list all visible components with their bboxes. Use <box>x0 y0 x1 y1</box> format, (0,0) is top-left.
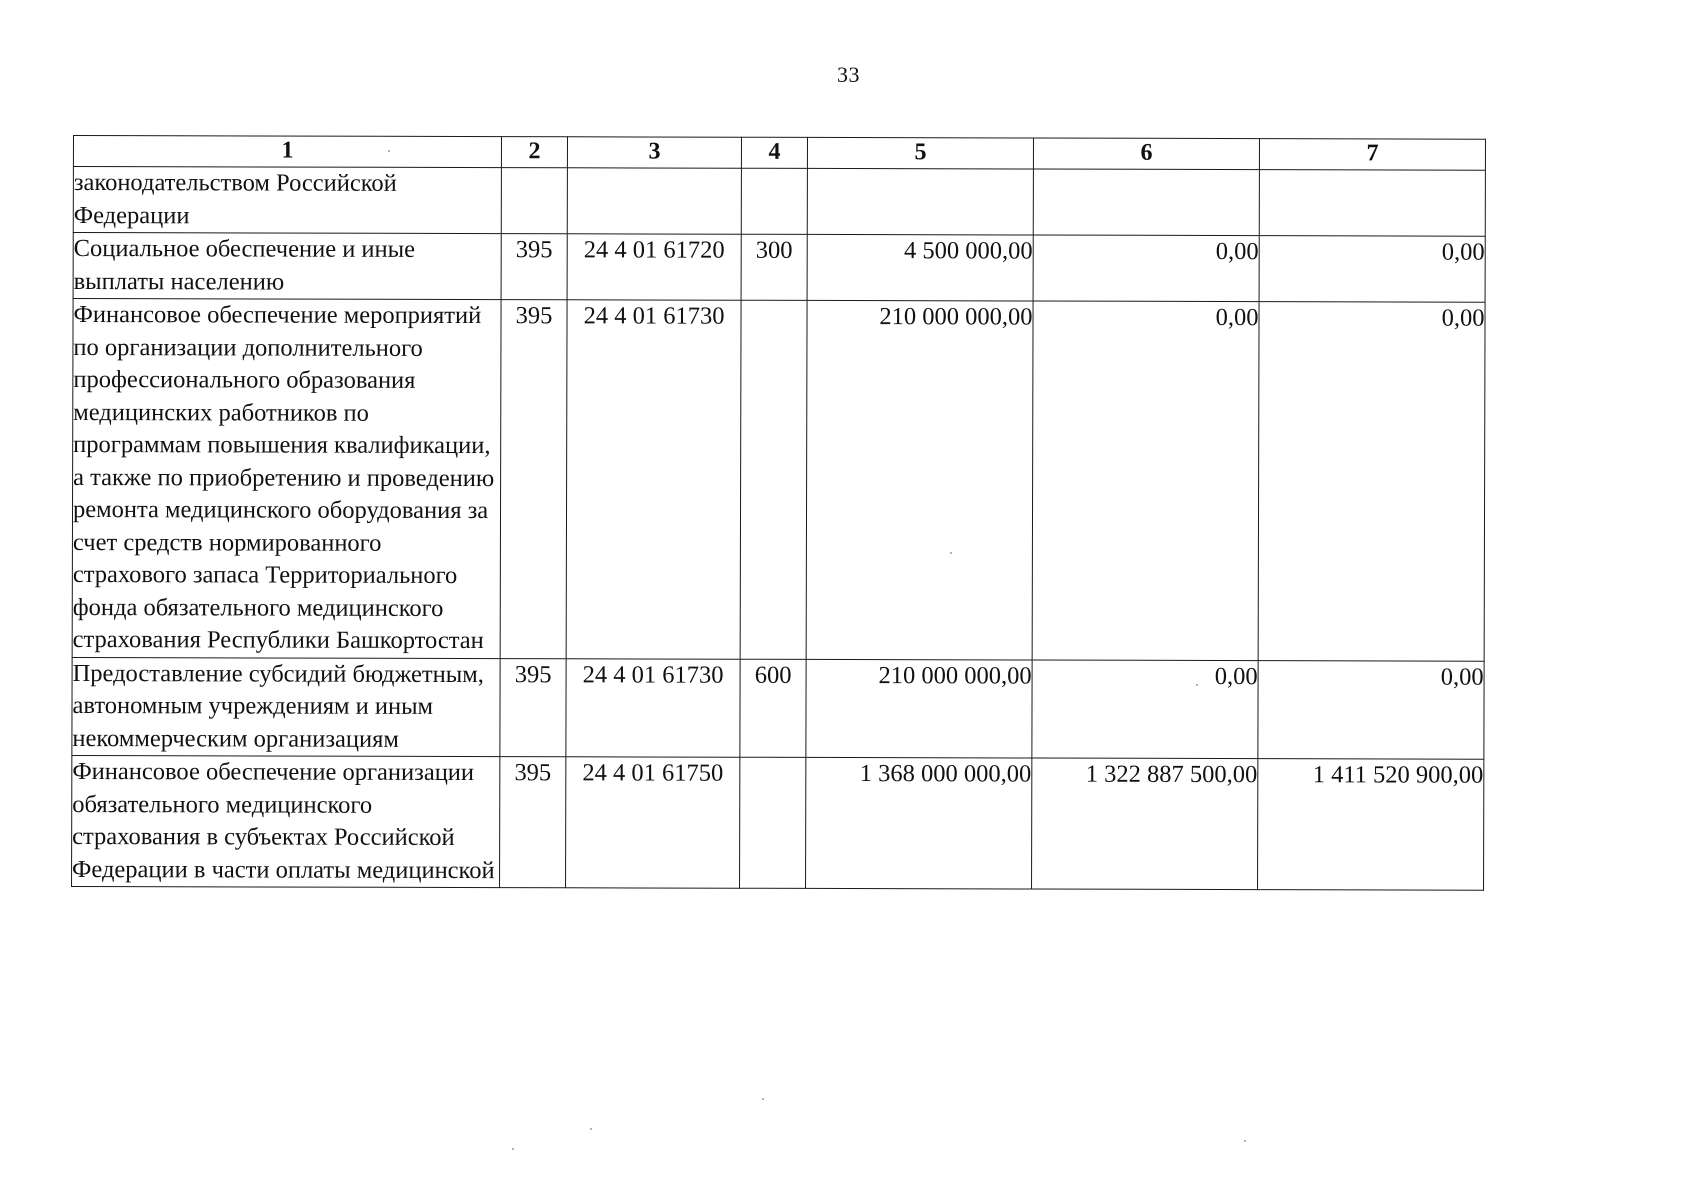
header-col-7: 7 <box>1259 139 1485 171</box>
row-glava: 395 <box>500 658 566 757</box>
row-sum-year3: 0,00 <box>1258 660 1484 759</box>
row-csr <box>567 168 741 234</box>
row-sum-year3: 0,00 <box>1258 302 1485 661</box>
row-sum-year1: 210 000 000,00 <box>806 659 1032 758</box>
scan-speck <box>388 150 390 152</box>
table-row <box>73 167 1485 237</box>
row-name: Финансовое обеспечение мероприятий по организации дополнительного профессионального образования медицинских работников по программам повышения квалификации, а также по приобретению и проведению ремонта медицинского оборудования за счет средств нормированного страхового запаса Территориального фонда обязательного медицинского страхования Республики Башкортостан <box>72 299 501 659</box>
row-glava <box>501 168 567 234</box>
header-col-4: 4 <box>741 137 807 168</box>
row-csr: 24 4 01 61750 <box>566 757 740 888</box>
row-csr: 24 4 01 61730 <box>566 658 740 757</box>
scan-speck <box>762 1098 764 1100</box>
row-name: Предоставление субсидий бюджетным, автономным учреждениям и иным некоммерческим организациям <box>72 657 500 757</box>
row-glava: 395 <box>500 300 567 659</box>
header-col-2: 2 <box>501 137 567 168</box>
budget-table <box>71 135 1486 891</box>
row-sum-year1: 210 000 000,00 <box>806 300 1033 659</box>
row-sum-year1: 1 368 000 000,00 <box>806 757 1032 889</box>
row-glava: 395 <box>501 234 567 300</box>
row-sum-year2 <box>1033 169 1259 236</box>
row-sum-year3 <box>1259 170 1485 237</box>
row-sum-year2: 0,00 <box>1033 235 1259 302</box>
row-vr: 300 <box>741 234 807 300</box>
table-row <box>73 233 1485 303</box>
scan-speck <box>1244 1140 1246 1142</box>
row-vr <box>740 757 806 888</box>
header-col-3: 3 <box>567 137 741 168</box>
table-row <box>72 657 1484 759</box>
scan-speck <box>950 552 952 554</box>
row-sum-year2: 0,00 <box>1032 660 1258 759</box>
row-glava: 395 <box>500 757 566 888</box>
row-csr: 24 4 01 61720 <box>567 234 741 300</box>
table-row <box>72 299 1485 661</box>
table-row <box>72 755 1484 890</box>
row-sum-year3: 1 411 520 900,00 <box>1258 759 1484 891</box>
row-csr: 24 4 01 61730 <box>566 300 741 659</box>
page-number: 33 <box>837 62 860 87</box>
row-sum-year2: 1 322 887 500,00 <box>1032 758 1258 890</box>
header-row <box>73 136 1485 171</box>
row-name: законодательством Российской Федерации <box>73 167 501 234</box>
row-vr <box>741 168 807 234</box>
scan-speck <box>1196 684 1198 686</box>
row-name: Финансовое обеспечение организации обязательного медицинского страхования в субъектах Российской Федерации в части оплаты медицинской <box>72 755 500 887</box>
row-vr <box>740 300 807 659</box>
header-col-6: 6 <box>1033 138 1259 170</box>
row-sum-year2: 0,00 <box>1032 301 1259 660</box>
header-col-5: 5 <box>807 137 1033 169</box>
row-sum-year1: 4 500 000,00 <box>807 234 1033 301</box>
row-vr: 600 <box>740 659 806 758</box>
header-col-1: 1 <box>73 136 501 168</box>
scan-speck <box>590 1128 592 1130</box>
row-name: Социальное обеспечение и иные выплаты населению <box>73 233 501 300</box>
scan-speck <box>512 1148 514 1150</box>
row-sum-year1 <box>807 168 1033 235</box>
row-sum-year3: 0,00 <box>1259 236 1485 303</box>
